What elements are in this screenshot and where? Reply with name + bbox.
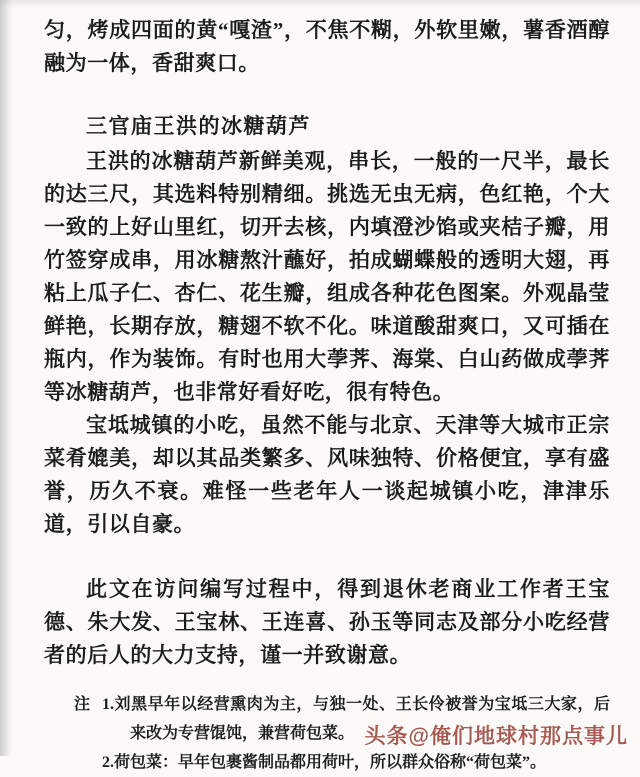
paragraph-continuation: 匀，烤成四面的黄“嘎渣”，不焦不糊，外软里嫩，薯香酒醇融为一体，香甜爽口。	[44, 18, 610, 75]
paragraph-summary: 宝坻城镇的小吃，虽然不能与北京、天津等大城市正宗菜肴媲美，却以其品类繁多、风味独特、价格便宜，享有盛誉，历久不衰。难怪一些老年人一谈起城镇小吃，津津乐道，引以自豪。	[44, 413, 610, 536]
footnote-item-2: 2.荷包菜：早年包裹酱制品都用荷叶，所以群众俗称“荷包菜”。	[102, 754, 547, 771]
paragraph-acknowledgment: 此文在访问编写过程中，得到退休老商业工作者王宝德、朱大发、王宝林、王连喜、孙玉等同志及部分小吃经营者的后人的大力支持，谨一并致谢意。	[44, 577, 610, 667]
section-heading-bingtanghulu: 三官庙王洪的冰糖葫芦	[86, 114, 311, 138]
paragraph-main-description: 王洪的冰糖葫芦新鲜美观，串长，一般的一尺半，最长的达三尺，其选料特别精细。挑选无虫无病，色红艳，个大一致的上好山里红，切开去核，内填澄沙馅或夹桔子瓣，用竹签穿成串，用冰糖熬汁蘸好，拍成蝴蝶般的透明大翅，再粘上瓜子仁、杏仁、花生瓣，组成各种花色图案。外观晶莹鲜艳，长期存放，糖翅不软不化。味道酸甜爽口，又可插在瓶内，作为装饰。有时也用大荸荠、海棠、白山药做成荸荠等冰糖葫芦，也非常好看好吃，很有特色。	[44, 149, 610, 404]
toutiao-watermark: 头条@俺们地球村那点事儿	[364, 725, 628, 748]
footnote-item-1: 1.刘黑早年以经营熏肉为主，与独一处、王长伶被誉为宝坻三大家，后来改为专营馄饨，兼营荷包菜。	[102, 696, 610, 742]
footnote-label: 注	[74, 696, 91, 713]
